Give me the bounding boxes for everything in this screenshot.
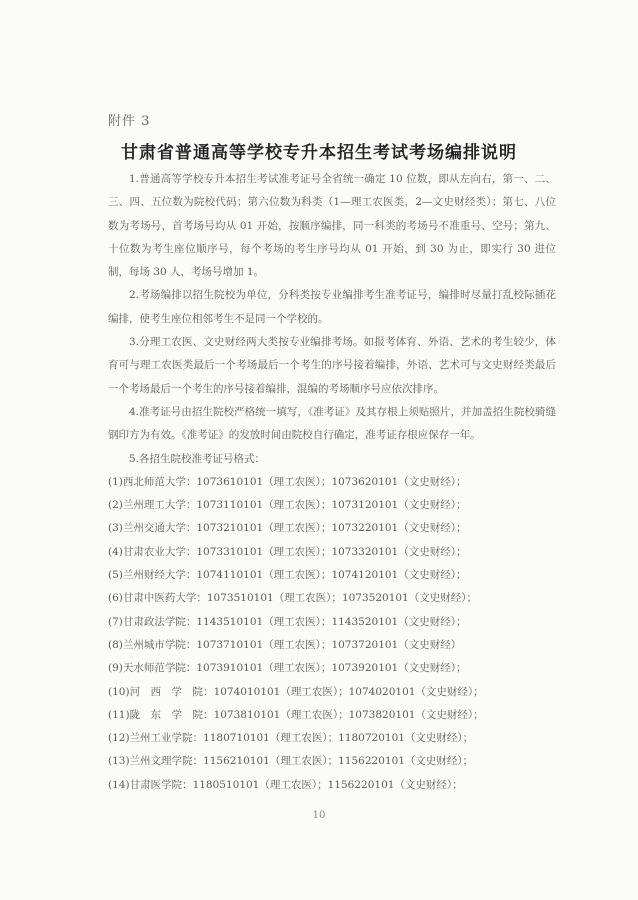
code-arts: 1143520101 (331, 615, 399, 628)
item-number: (1) (108, 475, 123, 488)
code-arts: 1156220101 (338, 755, 405, 768)
code-arts: 1180720101 (338, 732, 405, 745)
type-science: （理工农医）； (280, 708, 349, 721)
type-science: （理工农医）； (269, 755, 339, 768)
code-science: 1073910101 (196, 662, 264, 675)
type-arts: （文史财经）； (398, 569, 467, 582)
code-science: 1073810101 (213, 708, 281, 721)
list-item (108, 541, 556, 564)
paragraph-4: 4.准考证号由招生院校严格统一填写，《准考证》及其存根上须贴照片，并加盖招生院校骑缝钢印方为有效。《准考证》的发放时间由院校自行确定，准考证存根应保存一年。 (108, 405, 556, 442)
list-item (108, 774, 556, 797)
code-science: 1143510101 (196, 615, 264, 628)
type-science: （理工农医）； (263, 662, 332, 675)
code-science: 1073710101 (196, 638, 264, 651)
school-name: 西北师范大学： (122, 475, 197, 488)
type-science: （理工农医）； (259, 778, 328, 791)
code-arts: 1073820101 (348, 708, 416, 721)
school-name: 兰州城市学院： (122, 638, 197, 651)
type-science: （理工农医）； (269, 732, 339, 745)
type-arts: （文史财经）； (404, 755, 474, 768)
school-name: 陇 东 学 院： (129, 708, 214, 721)
document-body (108, 168, 556, 797)
type-arts: （文史财经）； (398, 545, 467, 558)
type-arts: （文史财经）； (394, 778, 463, 791)
school-name: 天水师范学院： (122, 662, 197, 675)
list-item (108, 517, 556, 540)
type-arts: （文史财经）； (408, 592, 477, 605)
school-name: 兰州文理学院： (129, 755, 204, 768)
item-number: (6) (108, 592, 123, 605)
item-number: (12) (108, 732, 130, 745)
code-science: 1073610101 (196, 475, 264, 488)
code-science: 1074110101 (196, 569, 264, 582)
item-number: (11) (108, 708, 130, 721)
list-heading: 5.各招生院校准考证号格式： (129, 452, 266, 465)
code-science: 1180710101 (203, 732, 270, 745)
code-arts: 1073120101 (331, 499, 399, 512)
list-item (108, 494, 556, 517)
type-science: （理工农医）； (263, 475, 332, 488)
school-name: 甘肃医学院： (129, 778, 193, 791)
school-name: 河 西 学 院： (129, 685, 214, 698)
school-name: 兰州工业学院： (129, 732, 204, 745)
type-science: （理工农医）； (263, 638, 332, 651)
paragraph-3: 3.分理工农医、文史财经两大类按专业编排考场。如报考体育、外语、艺术的考生较少，体育可与理工农医类最后一个考场最后一个考生的序号接着编排，外语、艺术可与文史财经类最后一个考场最后一个考生的序号接着编排，混编的考场顺序号应依次排序。 (108, 336, 556, 395)
code-arts: 1073620101 (331, 475, 399, 488)
document-title: 甘肃省普通高等学校专升本招生考试考场编排说明 (121, 143, 517, 163)
type-arts: （文史财经）； (415, 685, 484, 698)
list-item (108, 587, 556, 610)
school-code-list (108, 471, 556, 797)
item-number: (8) (108, 638, 123, 651)
item-number: (3) (108, 522, 123, 535)
code-arts: 1073920101 (331, 662, 399, 675)
paragraph-1: 1.普通高等学校专升本招生考试准考证号全省统一确定 10 位数，即从左向右，第一、二、三、四、五位数为院校代码；第六位数为科类（1—理工农医类，2—文史财经类）；第七、八位数为考场号，首考场号均从 01 开始，按顺序编排，同一科类的考场号不准重号、空号；第九、十位数为考生座位顺序号，每个考场的考生序号均从 01 开始，到 30 为止，即实行 30 进位制，每场 30 人，考场号增加 1。 (108, 173, 556, 279)
item-number: (9) (108, 662, 123, 675)
school-name: 甘肃中医药大学： (122, 592, 207, 605)
type-arts: （文史财经）； (398, 499, 467, 512)
code-arts: 1156220101 (327, 778, 395, 791)
list-item (108, 681, 556, 704)
type-science: （理工农医）； (263, 615, 332, 628)
attachment-label: 附件 3 (108, 114, 151, 129)
code-arts: 1074020101 (348, 685, 416, 698)
item-number: (14) (108, 778, 130, 791)
code-science: 1073310101 (196, 545, 264, 558)
code-science: 1073110101 (196, 499, 264, 512)
type-science: （理工农医）； (273, 592, 342, 605)
type-science: （理工农医）； (280, 685, 349, 698)
type-arts: （文史财经）； (398, 662, 467, 675)
type-science: （理工农医）； (263, 522, 332, 535)
school-name: 甘肃政法学院： (122, 615, 197, 628)
type-arts: （文史财经）； (398, 475, 467, 488)
list-item (108, 564, 556, 587)
type-arts: （文史财经）； (398, 522, 467, 535)
type-science: （理工农医）； (263, 499, 332, 512)
item-number: (13) (108, 755, 130, 768)
school-name: 兰州交通大学： (122, 522, 197, 535)
code-science: 1073510101 (206, 592, 274, 605)
list-item (108, 471, 556, 494)
code-arts: 1074120101 (331, 569, 399, 582)
code-arts: 1073220101 (331, 522, 399, 535)
code-science: 1074010101 (213, 685, 281, 698)
type-arts: （文史财经） (398, 638, 462, 651)
item-number: (4) (108, 545, 123, 558)
school-name: 兰州财经大学： (122, 569, 197, 582)
list-item (108, 634, 556, 657)
type-science: （理工农医）； (263, 569, 332, 582)
type-science: （理工农医）； (263, 545, 332, 558)
list-item (108, 611, 556, 634)
type-arts: （文史财经）； (404, 732, 474, 745)
code-arts: 1073720101 (331, 638, 399, 651)
item-number: (7) (108, 615, 123, 628)
paragraph-2: 2.考场编排以招生院校为单位，分科类按专业编排考生准考证号，编排时尽量打乱校际插花编排，使考生座位相邻考生不是同一个学校的。 (108, 289, 556, 325)
school-name: 兰州理工大学： (122, 499, 197, 512)
code-arts: 1073520101 (341, 592, 409, 605)
type-arts: （文史财经）； (415, 708, 484, 721)
type-arts: （文史财经）； (398, 615, 467, 628)
item-number: (2) (108, 499, 123, 512)
school-name: 甘肃农业大学： (122, 545, 197, 558)
code-science: 1156210101 (203, 755, 270, 768)
list-item (108, 727, 556, 750)
item-number: (10) (108, 685, 130, 698)
code-arts: 1073320101 (331, 545, 399, 558)
list-item (108, 750, 556, 773)
code-science: 1073210101 (196, 522, 264, 535)
list-item (108, 704, 556, 727)
item-number: (5) (108, 569, 123, 582)
code-science: 1180510101 (192, 778, 260, 791)
page-number: 10 (312, 810, 326, 821)
list-item (108, 657, 556, 680)
